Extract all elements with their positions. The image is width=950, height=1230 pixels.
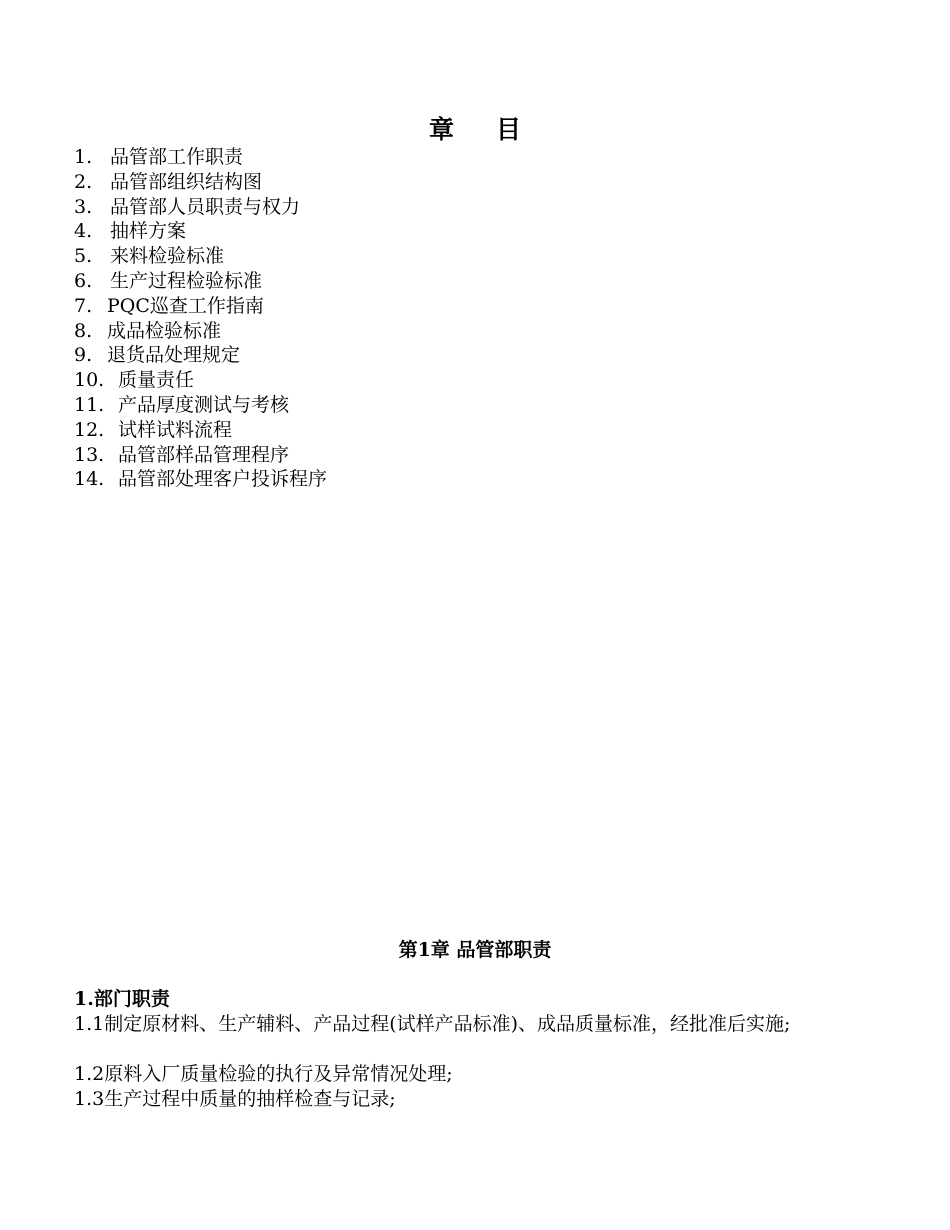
- toc-item: [74, 393, 327, 418]
- toc-item-label: 品管部人员职责与权力: [110, 195, 301, 218]
- toc-item-number: 4.: [74, 220, 93, 243]
- toc-item-number: 8.: [74, 319, 93, 342]
- toc-item-label: 试样试料流程: [118, 418, 233, 441]
- duty-paragraph: 1.3生产过程中质量的抽样检查与记录;: [74, 1088, 396, 1110]
- toc-item-number: 11.: [74, 393, 105, 416]
- section-heading: 1.部门职责: [74, 988, 170, 1010]
- toc-item-number: 2.: [74, 170, 93, 193]
- toc-title: [0, 112, 950, 148]
- toc-item: [74, 244, 327, 269]
- toc-item-number: 9.: [74, 344, 93, 367]
- toc-item: [74, 170, 327, 195]
- toc-item-label: PQC巡查工作指南: [107, 294, 264, 317]
- duty-paragraph: 1.1制定原材料、生产辅料、产品过程(试样产品标准)、成品质量标准，经批准后实施;: [74, 1013, 791, 1035]
- toc-item-label: 品管部组织结构图: [110, 170, 263, 193]
- toc-item: [74, 467, 327, 492]
- toc-item-label: 品管部工作职责: [110, 146, 244, 168]
- toc-item-label: 抽样方案: [110, 220, 187, 243]
- toc-item: [74, 145, 327, 170]
- toc-item-label: 生产过程检验标准: [110, 269, 263, 292]
- toc-title-char-2: 目: [496, 115, 522, 144]
- toc-item-label: 品管部处理客户投诉程序: [118, 468, 328, 491]
- duty-paragraph: 1.2原料入厂质量检验的执行及异常情况处理;: [74, 1063, 453, 1085]
- toc-item: [74, 443, 327, 468]
- toc-item-number: 5.: [74, 245, 93, 268]
- toc-item-label: 退货品处理规定: [107, 344, 241, 367]
- toc-item-label: 成品检验标准: [107, 319, 222, 342]
- toc-item-number: 3.: [74, 195, 93, 218]
- toc-item: [74, 368, 327, 393]
- chapter-heading: 第1章 品管部职责: [398, 939, 552, 961]
- toc-item-label: 质量责任: [118, 369, 195, 392]
- toc-item-label: 产品厚度测试与考核: [118, 393, 290, 416]
- toc-item: [74, 294, 327, 319]
- toc-item-number: 14.: [74, 468, 105, 491]
- toc-item: [74, 269, 327, 294]
- toc-list: [74, 145, 327, 492]
- toc-item-number: 7.: [74, 294, 93, 317]
- toc-item-label: 品管部样品管理程序: [118, 443, 290, 466]
- toc-item-label: 来料检验标准: [110, 245, 225, 268]
- toc-item: [74, 418, 327, 443]
- toc-item: [74, 219, 327, 244]
- toc-item-number: 13.: [74, 443, 105, 466]
- toc-item-number: 12.: [74, 418, 105, 441]
- toc-item: [74, 195, 327, 220]
- toc-item: [74, 319, 327, 344]
- toc-item: [74, 343, 327, 368]
- toc-title-char-1: 章: [428, 115, 454, 144]
- toc-item-number: 1.: [74, 146, 93, 168]
- toc-item-number: 10.: [74, 369, 105, 392]
- toc-item-number: 6.: [74, 269, 93, 292]
